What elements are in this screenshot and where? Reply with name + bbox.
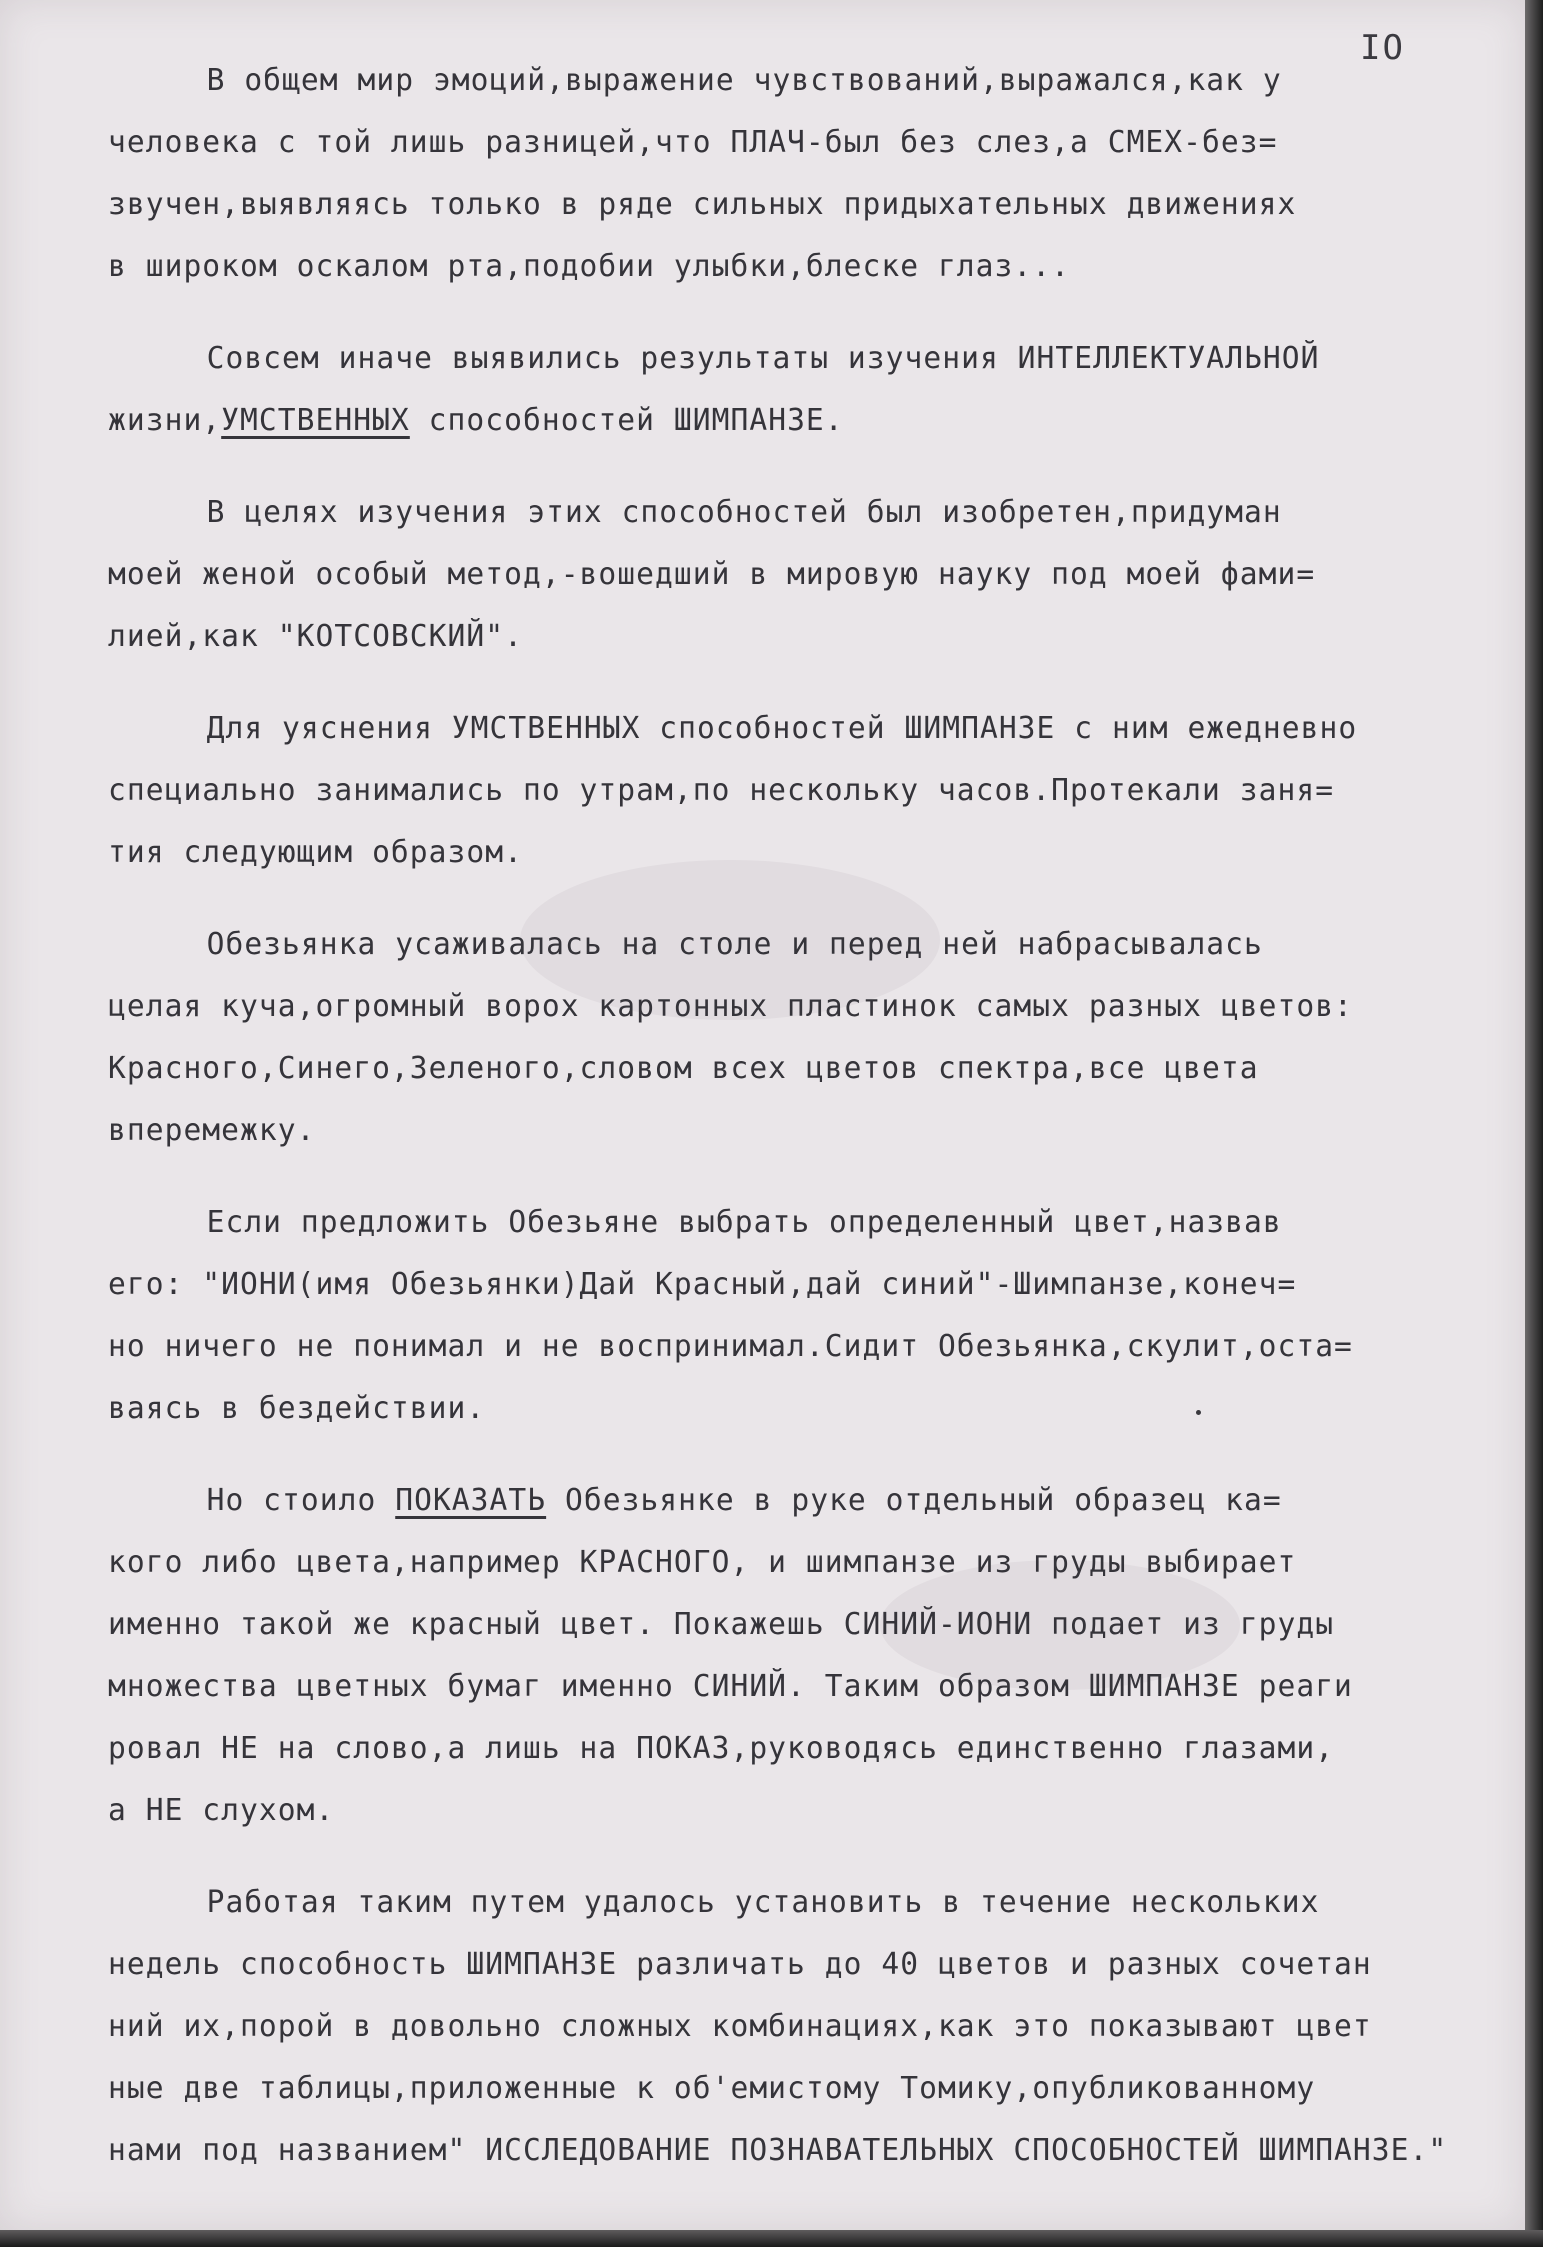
text-line: именно такой же красный цвет. Покажешь СИНИЙ-ИОНИ подает из груды: [108, 1607, 1335, 1642]
page-number: IO: [1360, 28, 1405, 68]
text-line: но ничего не понимал и не воспринимал.Сидит Обезьянка,скулит,оста=: [108, 1329, 1353, 1364]
paragraph-emotions: [108, 50, 1528, 298]
paragraph-naming: [108, 1192, 1528, 1440]
text-line: тия следующим образом.: [108, 835, 523, 870]
text-line: Но стоило ПОКАЗАТЬ Обезьянке в руке отдельный образец ка=: [206, 1483, 1282, 1518]
paragraph-cards: [108, 914, 1528, 1162]
paragraph-results: [108, 1872, 1528, 2182]
text-line: ные две таблицы,приложенные к об'емистому Томику,опубликованному: [108, 2071, 1316, 2106]
text-line: кого либо цвета,например КРАСНОГО, и шимпанзе из груды выбирает: [108, 1545, 1297, 1580]
text-line: Для уяснения УМСТВЕННЫХ способностей ШИМПАНЗЕ с ним ежедневно: [206, 711, 1358, 746]
text-line: его: "ИОНИ(имя Обезьянки)Дай Красный,дай синий"-Шимпанзе,конеч=: [108, 1267, 1297, 1302]
text-line: Если предложить Обезьяне выбрать определенный цвет,назвав: [206, 1205, 1282, 1240]
underlined-word: УМСТВЕННЫХ: [221, 403, 410, 438]
page-edge-bottom: [0, 2230, 1543, 2247]
text-line: специально занимались по утрам,по нескольку часов.Протекали заня=: [108, 773, 1335, 808]
text-line: целая куча,огромный ворох картонных пластинок самых разных цветов:: [108, 989, 1353, 1024]
text-line: множества цветных бумаг именно СИНИЙ. Таким образом ШИМПАНЗЕ реаги: [108, 1669, 1353, 1704]
text-line: Обезьянка усаживалась на столе и перед ней набрасывалась: [206, 927, 1263, 962]
text-line: ваясь в бездействии.: [108, 1391, 486, 1426]
page-edge-right: [1525, 0, 1543, 2247]
underlined-word: ПОКАЗАТЬ: [395, 1483, 547, 1518]
text-line: ровал НЕ на слово,а лишь на ПОКАЗ,руководясь единственно глазами,: [108, 1731, 1335, 1766]
text-line: ний их,порой в довольно сложных комбинациях,как это показывают цвет: [108, 2009, 1372, 2044]
text-line: звучен,выявляясь только в ряде сильных придыхательных движениях: [108, 187, 1297, 222]
text-line: В общем мир эмоций,выражение чувствований,выражался,как у: [206, 63, 1282, 98]
text-line: В целях изучения этих способностей был изобретен,придуман: [206, 495, 1282, 530]
text-line: человека с той лишь разницей,что ПЛАЧ-был без слез,а СМЕХ-без=: [108, 125, 1278, 160]
paragraph-showing: [108, 1470, 1528, 1842]
paragraph-intellect: [108, 328, 1528, 452]
text-line: Совсем иначе выявились результаты изучения ИНТЕЛЛЕКТУАЛЬНОЙ: [206, 341, 1320, 376]
text-line: а НЕ слухом.: [108, 1793, 335, 1828]
typewritten-text: [108, 50, 1528, 2212]
text-line: Работая таким путем удалось установить в течение нескольких: [206, 1885, 1320, 1920]
text-line: вперемежку.: [108, 1113, 316, 1148]
text-line: лией,как "КОТСОВСКИЙ".: [108, 619, 523, 654]
paragraph-sessions: [108, 698, 1528, 884]
text-line: недель способность ШИМПАНЗЕ различать до 40 цветов и разных сочетан: [108, 1947, 1372, 1982]
text-line: в широком оскалом рта,подобии улыбки,блеске глаз...: [108, 249, 1070, 284]
text-line: нами под названием" ИССЛЕДОВАНИЕ ПОЗНАВАТЕЛЬНЫХ СПОСОБНОСТЕЙ ШИМПАНЗЕ.": [108, 2133, 1448, 2168]
text-line: жизни,УМСТВЕННЫХ способностей ШИМПАНЗЕ.: [108, 403, 844, 438]
text-line: моей женой особый метод,-вошедший в мировую науку под моей фами=: [108, 557, 1316, 592]
text-line: Красного,Синего,Зеленого,словом всех цветов спектра,все цвета: [108, 1051, 1259, 1086]
paragraph-method: [108, 482, 1528, 668]
